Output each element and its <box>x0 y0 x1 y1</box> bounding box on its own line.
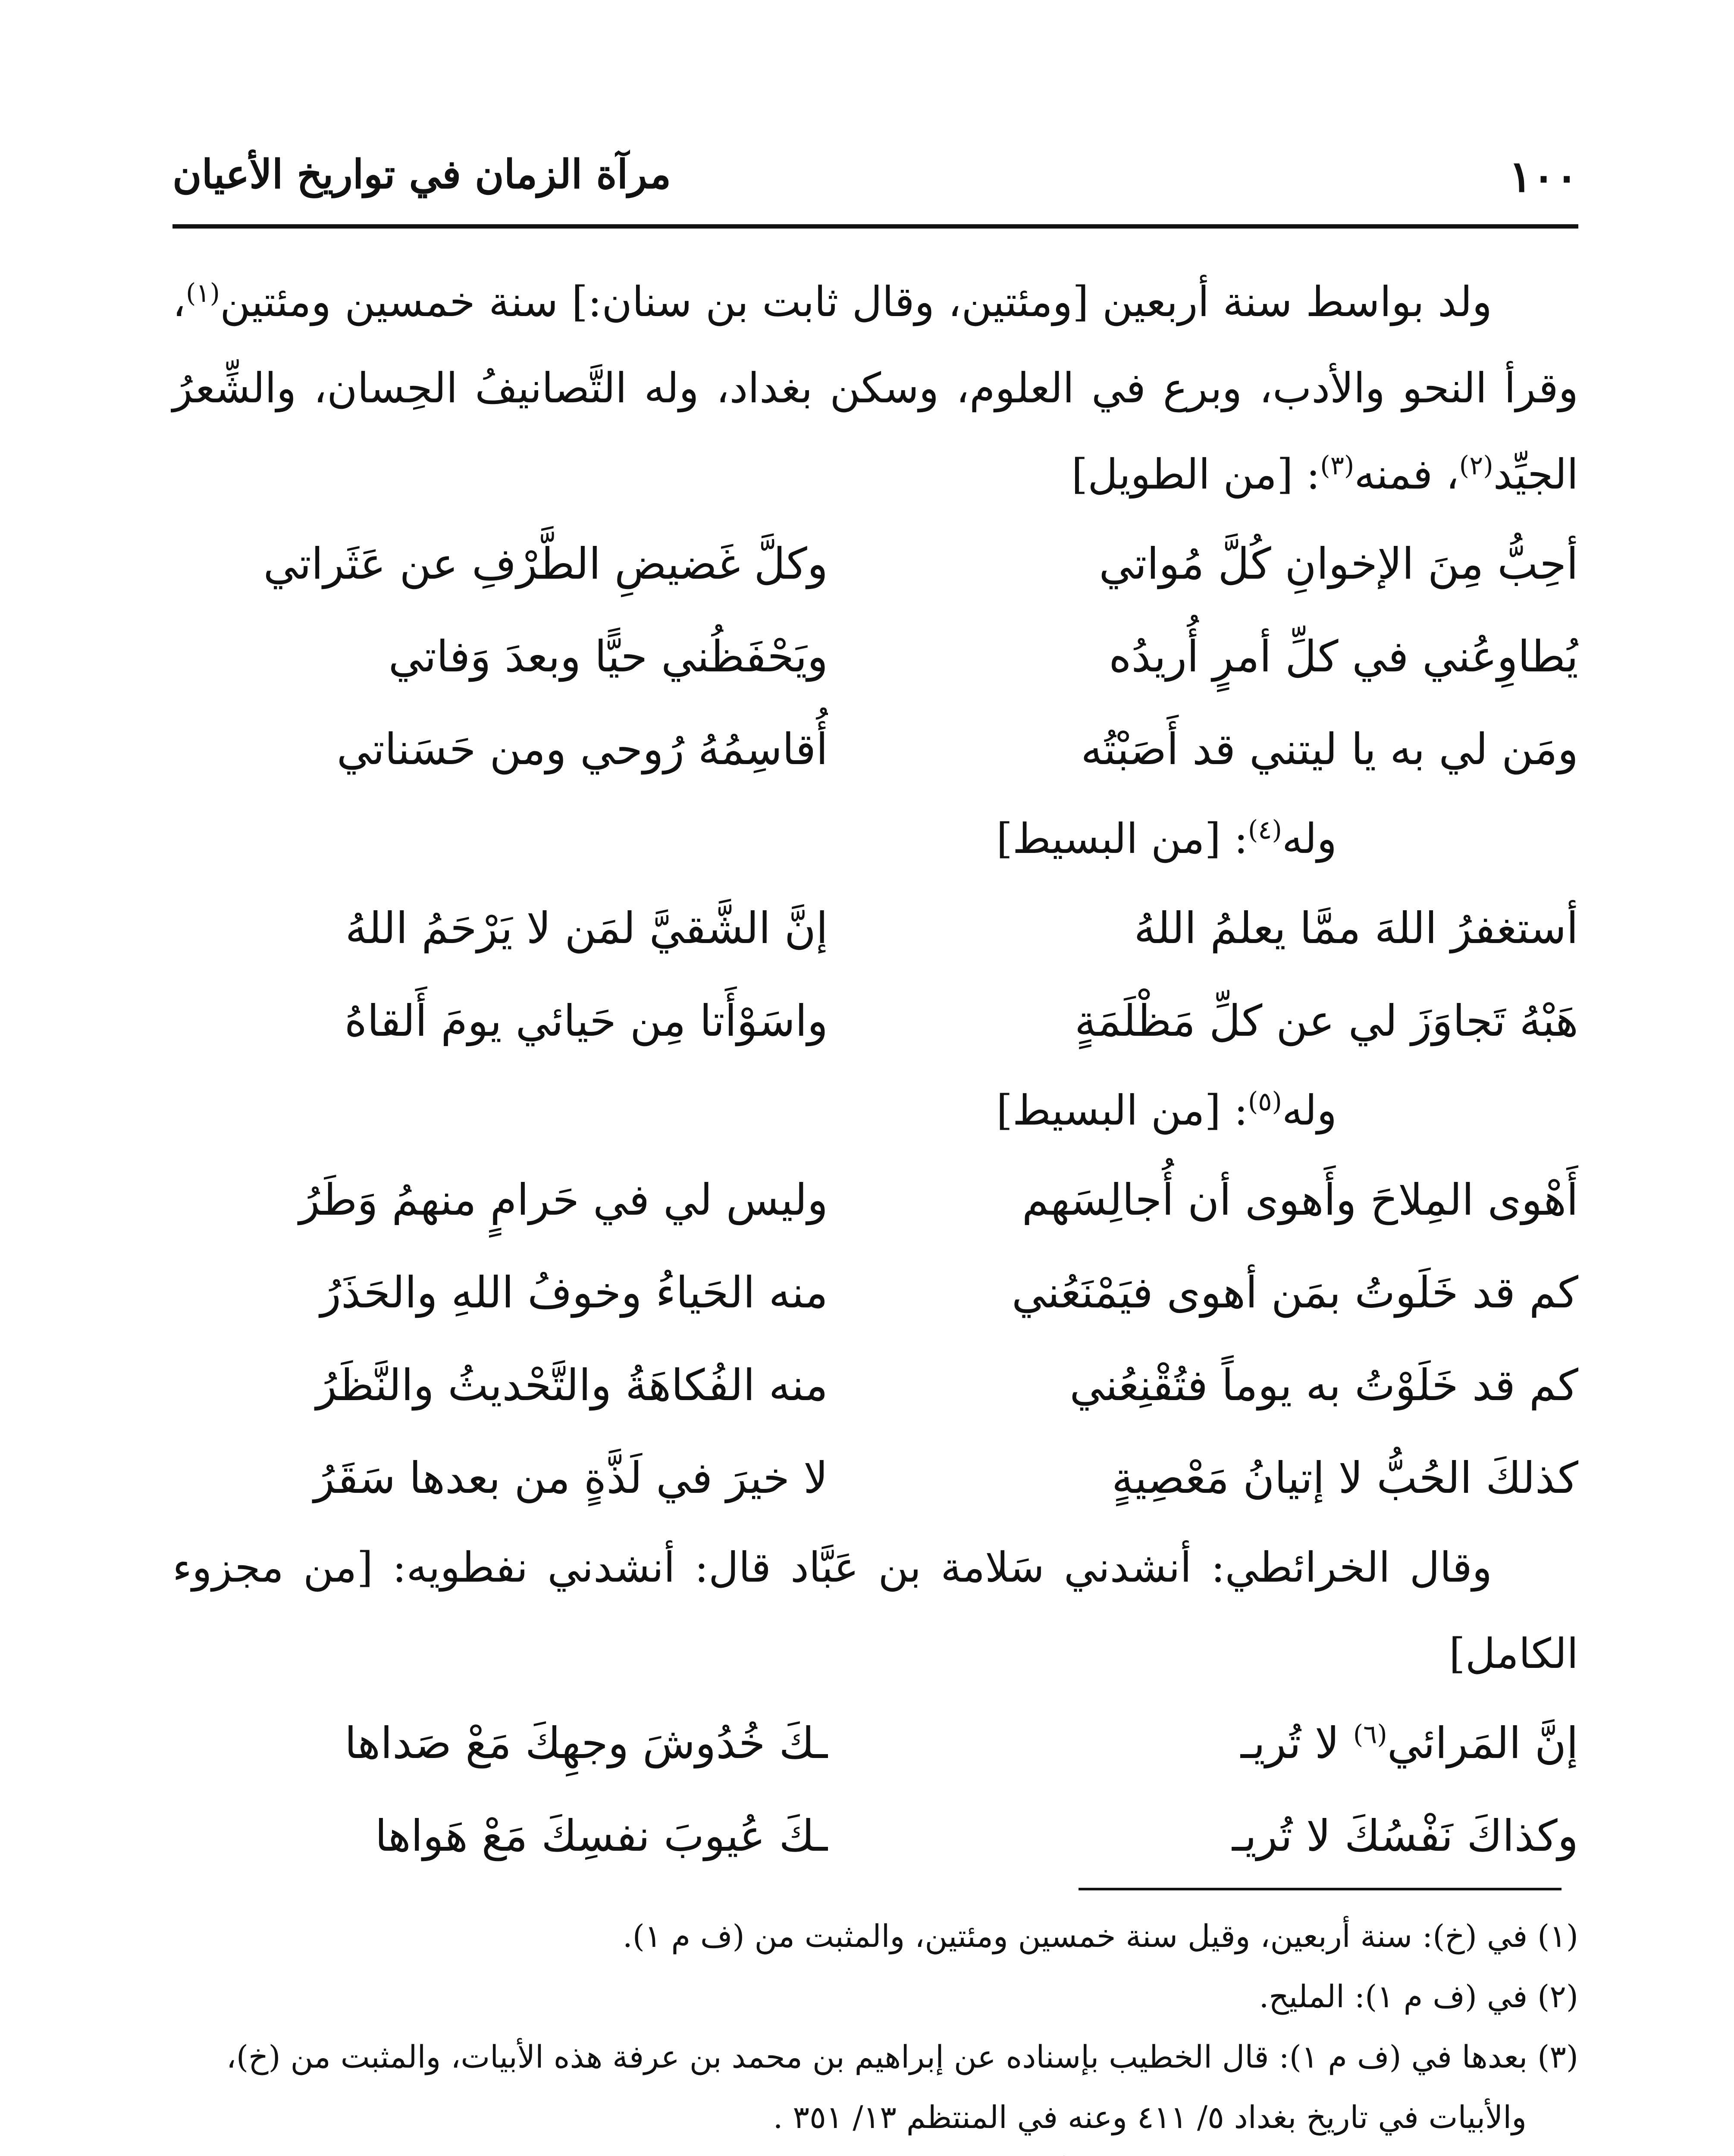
running-title: مرآة الزمان في تواريخ الأعيان <box>172 151 671 197</box>
verse <box>172 1697 1578 1789</box>
verse-first-hemistich: هَبْهُ تَجاوَزَ لي عن كلِّ مَظْلَمَةٍ <box>1075 996 1578 1046</box>
footnotes <box>172 1906 1578 2156</box>
verse <box>172 610 1578 703</box>
verse-first-hemistich: يُطاوِعُني في كلِّ أمرٍ أُريدُه <box>1109 631 1578 682</box>
narration-paragraph <box>172 1524 1578 1697</box>
verse-first-hemistich: ومَن لي به يا ليتني قد أَصَبْتُه <box>1081 724 1578 774</box>
verse-second-hemistich: منه الفُكاهَةُ والتَّحْديثُ والنَّظَرُ <box>316 1360 828 1410</box>
narration-line-2: الكامل] <box>1449 1630 1578 1678</box>
verse-second-hemistich: ـكَ خُدُوشَ وجهِكَ مَعْ صَداها <box>344 1718 828 1768</box>
verse-second-hemistich: وليس لي في حَرامٍ منهمُ وَطَرُ <box>299 1175 828 1225</box>
poem-1 <box>172 517 1578 796</box>
verse <box>172 1789 1578 1882</box>
meter-label-3 <box>172 1067 1578 1153</box>
verse-second-hemistich: إنَّ الشَّقيَّ لمَن لا يَرْحَمُ اللهُ <box>345 903 828 953</box>
verse-second-hemistich: لا خيرَ في لَذَّةٍ من بعدها سَقَرُ <box>314 1453 828 1503</box>
intro-line-2: وقرأ النحو والأدب، وبرع في العلوم، وسكن بغداد، وله التَّصانيفُ الحِسان، والشِّعرُ <box>172 364 1578 412</box>
verse-second-hemistich: أُقاسِمُهُ رُوحي ومن حَسَناتي <box>336 724 828 774</box>
verse <box>172 703 1578 796</box>
footnote-ref-4: (٤) <box>1248 815 1282 845</box>
footnote-ref-5: (٥) <box>1248 1087 1282 1117</box>
footnote-ref-2: (٢) <box>1459 451 1493 481</box>
footnote-2 <box>172 1966 1578 2027</box>
verse-second-hemistich: وكلَّ غَضيضِ الطَّرْفِ عن عَثَراتي <box>263 539 828 589</box>
verse-second-hemistich: واسَوْأَتا مِن حَيائي يومَ أَلقاهُ <box>344 996 828 1046</box>
poem-2 <box>172 882 1578 1067</box>
footnote-ref-3: (٣) <box>1320 451 1355 481</box>
intro-line-3-mid: ، فمنه <box>1354 450 1459 498</box>
verse-first-hemistich: كم قد خَلَوتُ بمَن أهوى فيَمْنَعُني <box>1011 1267 1578 1318</box>
header-rule <box>172 224 1578 229</box>
verse <box>172 1339 1578 1432</box>
meter-text: : [من البسيط] <box>996 815 1248 863</box>
verse-first-hemistich: كم قد خَلَوْتُ به يوماً فتُقْنِعُني <box>1069 1360 1578 1410</box>
verse-first-hemistich: كذلكَ الحُبُّ لا إتيانُ مَعْصِيةٍ <box>1111 1453 1578 1503</box>
verse <box>172 1432 1578 1524</box>
footnote-ref-6: (٦) <box>1353 1719 1387 1750</box>
footnote-3 <box>172 2027 1578 2147</box>
intro-line-1-end: ، <box>172 278 186 326</box>
footnote-text: (٢) في (ف م ١): المليح. <box>1259 1978 1578 2015</box>
hemistich-part: لا تُريـ <box>1240 1718 1339 1768</box>
footnote-ref-1: (١) <box>185 278 220 308</box>
intro-line-3-start: الجيِّد <box>1493 450 1578 498</box>
footnote-4 <box>172 2147 1578 2156</box>
verse <box>172 1246 1578 1339</box>
hemistich-part: إنَّ المَرائي <box>1387 1718 1578 1768</box>
verse-first-hemistich: أَهْوى المِلاحَ وأَهوى أن أُجالِسَهم <box>1022 1175 1578 1225</box>
footnote-text: (٣) بعدها في (ف م ١): قال الخطيب بإسناده عن إبراهيم بن محمد بن عرفة هذه الأبيات، والمثبت من (خ)، <box>226 2039 1578 2075</box>
poem-3 <box>172 1153 1578 1524</box>
verse <box>172 517 1578 610</box>
verse-second-hemistich: ـكَ عُيوبَ نفسِكَ مَعْ هَواها <box>375 1811 828 1861</box>
verse <box>172 975 1578 1067</box>
verse-first-hemistich: وكذاكَ نَفْسُكَ لا تُريـ <box>1232 1811 1578 1861</box>
verse-first-hemistich: أحِبُّ مِنَ الإخوانِ كُلَّ مُواتي <box>1099 539 1578 589</box>
footnote-separator <box>1079 1888 1562 1890</box>
narration-line-1: وقال الخرائطي: أنشدني سَلامة بن عَبَّاد قال: أنشدني نفطويه: [من مجزوء <box>172 1543 1492 1592</box>
poem-4 <box>172 1697 1578 1882</box>
intro-paragraph <box>172 259 1578 517</box>
verse-second-hemistich: ويَحْفَظُني حيًّا وبعدَ وَفاتي <box>388 631 828 682</box>
meter-lead: وله <box>1282 1086 1337 1134</box>
verse-first-hemistich <box>923 1697 1578 1789</box>
verse-second-hemistich: منه الحَياءُ وخوفُ اللهِ والحَذَرُ <box>320 1267 828 1318</box>
intro-line-1: ولد بواسط سنة أربعين [ومئتين، وقال ثابت بن سنان:] سنة خمسين ومئتين <box>220 278 1493 326</box>
meter-label-2 <box>172 796 1578 882</box>
meter-lead: وله <box>1282 815 1337 863</box>
intro-line-3-end: : [من الطويل] <box>1071 450 1320 498</box>
verse <box>172 1153 1578 1246</box>
verse-first-hemistich: أستغفرُ اللهَ ممَّا يعلمُ اللهُ <box>1134 903 1578 953</box>
main-text <box>172 259 1578 1882</box>
page-header <box>172 142 1578 224</box>
meter-text: : [من البسيط] <box>996 1086 1248 1134</box>
page-number: ١٠٠ <box>1508 151 1578 202</box>
footnote-text: (١) في (خ): سنة أربعين، وقيل سنة خمسين ومئتين، والمثبت من (ف م ١). <box>622 1918 1578 1954</box>
footnote-1 <box>172 1906 1578 1966</box>
verse <box>172 882 1578 975</box>
footnote-continuation: والأبيات في تاريخ بغداد ٥/ ٤١١ وعنه في المنتظم ١٣/ ٣٥١ . <box>773 2099 1527 2135</box>
